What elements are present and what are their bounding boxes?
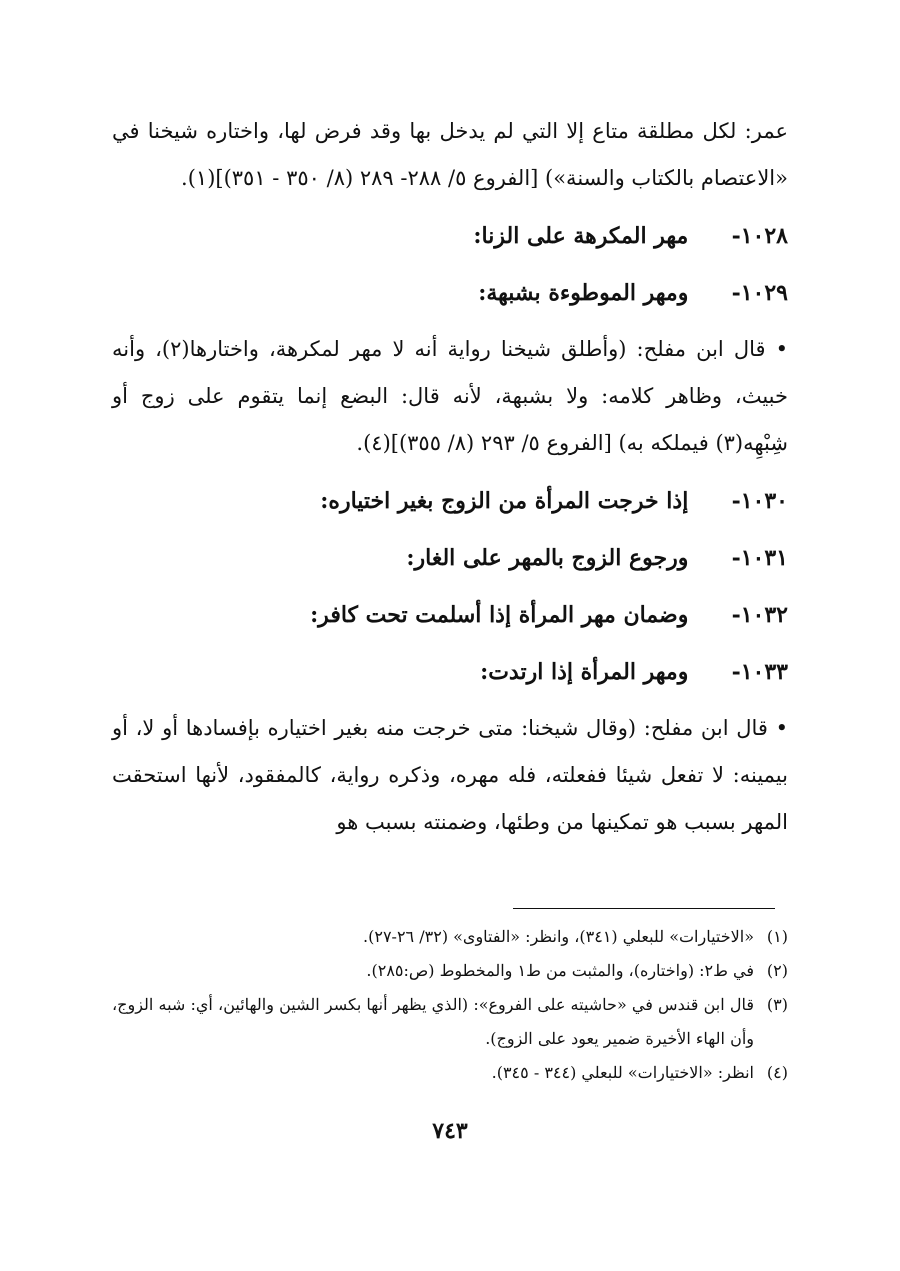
section-number: ١٠٣٢- xyxy=(731,602,788,628)
footnote-text: انظر: «الاختيارات» للبعلي (٣٤٤ - ٣٤٥). xyxy=(491,1063,754,1082)
footnote-4 xyxy=(112,1056,788,1090)
section-heading-1028 xyxy=(112,208,788,265)
heading-group-1 xyxy=(112,208,788,322)
section-title: ورجوع الزوج بالمهر على الغار: xyxy=(406,545,689,571)
section-number: ١٠٢٩- xyxy=(731,280,788,306)
section-title: ومهر المرأة إذا ارتدت: xyxy=(480,659,689,685)
section-number: ١٠٣١- xyxy=(731,545,788,571)
paragraph-2: • قال ابن مفلح: (وأطلق شيخنا رواية أنه لا مهر لمكرهة، واختارها(٢)، وأنه خبيث، وظاهر كلامه: ولا بشبهة، لأنه قال: البضع إنما يتقوم على زوج أو شِبْهِه(٣) فيملكه به) [الفروع ٥/ ٢٩٣ (٨/ ٣٥٥)](٤). xyxy=(112,337,788,455)
footnote-2 xyxy=(112,954,788,988)
footnote-1 xyxy=(112,920,788,954)
heading-group-2 xyxy=(112,473,788,701)
section-title: ومهر الموطوءة بشبهة: xyxy=(478,280,689,306)
footnote-text: «الاختيارات» للبعلي (٣٤١)، وانظر: «الفتاوى» (٣٢/ ٢٦-٢٧). xyxy=(363,927,754,946)
section-title: إذا خرجت المرأة من الزوج بغير اختياره: xyxy=(320,488,689,514)
section-number: ١٠٣٠- xyxy=(731,488,788,514)
paragraph-3: • قال ابن مفلح: (وقال شيخنا: متى خرجت منه بغير اختياره بإفسادها أو لا، أو بيمينه: لا تفعل شيئا ففعلته، فله مهره، وذكره رواية، كالمفقود، لأنها استحقت المهر بسبب هو تمكينها من وطئها، وضمنته بسبب هو xyxy=(112,716,788,834)
section-heading-1030 xyxy=(112,473,788,530)
section-number: ١٠٢٨- xyxy=(731,223,788,249)
section-heading-1029 xyxy=(112,265,788,322)
section-heading-1033 xyxy=(112,644,788,701)
footnotes xyxy=(112,920,788,1090)
footnote-text: قال ابن قندس في «حاشيته على الفروع»: (الذي يظهر أنها بكسر الشين والهائين، أي: شبه الزوج، وأن الهاء الأخيرة ضمير يعود على الزوج). xyxy=(112,995,755,1048)
section-title: وضمان مهر المرأة إذا أسلمت تحت كافر: xyxy=(310,602,689,628)
footnote-number: (٤) xyxy=(766,1063,788,1082)
footnote-text: في ط٢: (واختاره)، والمثبت من ط١ والمخطوط (ص:٢٨٥). xyxy=(366,961,754,980)
section-heading-1031 xyxy=(112,530,788,587)
page-number: ٧٤٣ xyxy=(432,1118,468,1144)
footnote-3 xyxy=(112,988,788,1056)
main-text xyxy=(112,108,788,852)
footnote-divider xyxy=(513,908,775,909)
section-number: ١٠٣٣- xyxy=(731,659,788,685)
paragraph-1: عمر: لكل مطلقة متاع إلا التي لم يدخل بها وقد فرض لها، واختاره شيخنا في «الاعتصام بالكتاب والسنة») [الفروع ٥/ ٢٨٨- ٢٨٩ (٨/ ٣٥٠ - ٣٥١)](١). xyxy=(112,119,788,190)
section-heading-1032 xyxy=(112,587,788,644)
footnote-number: (٢) xyxy=(766,961,788,980)
footnote-number: (٣) xyxy=(766,995,788,1014)
section-title: مهر المكرهة على الزنا: xyxy=(473,223,689,249)
footnote-number: (١) xyxy=(766,927,788,946)
